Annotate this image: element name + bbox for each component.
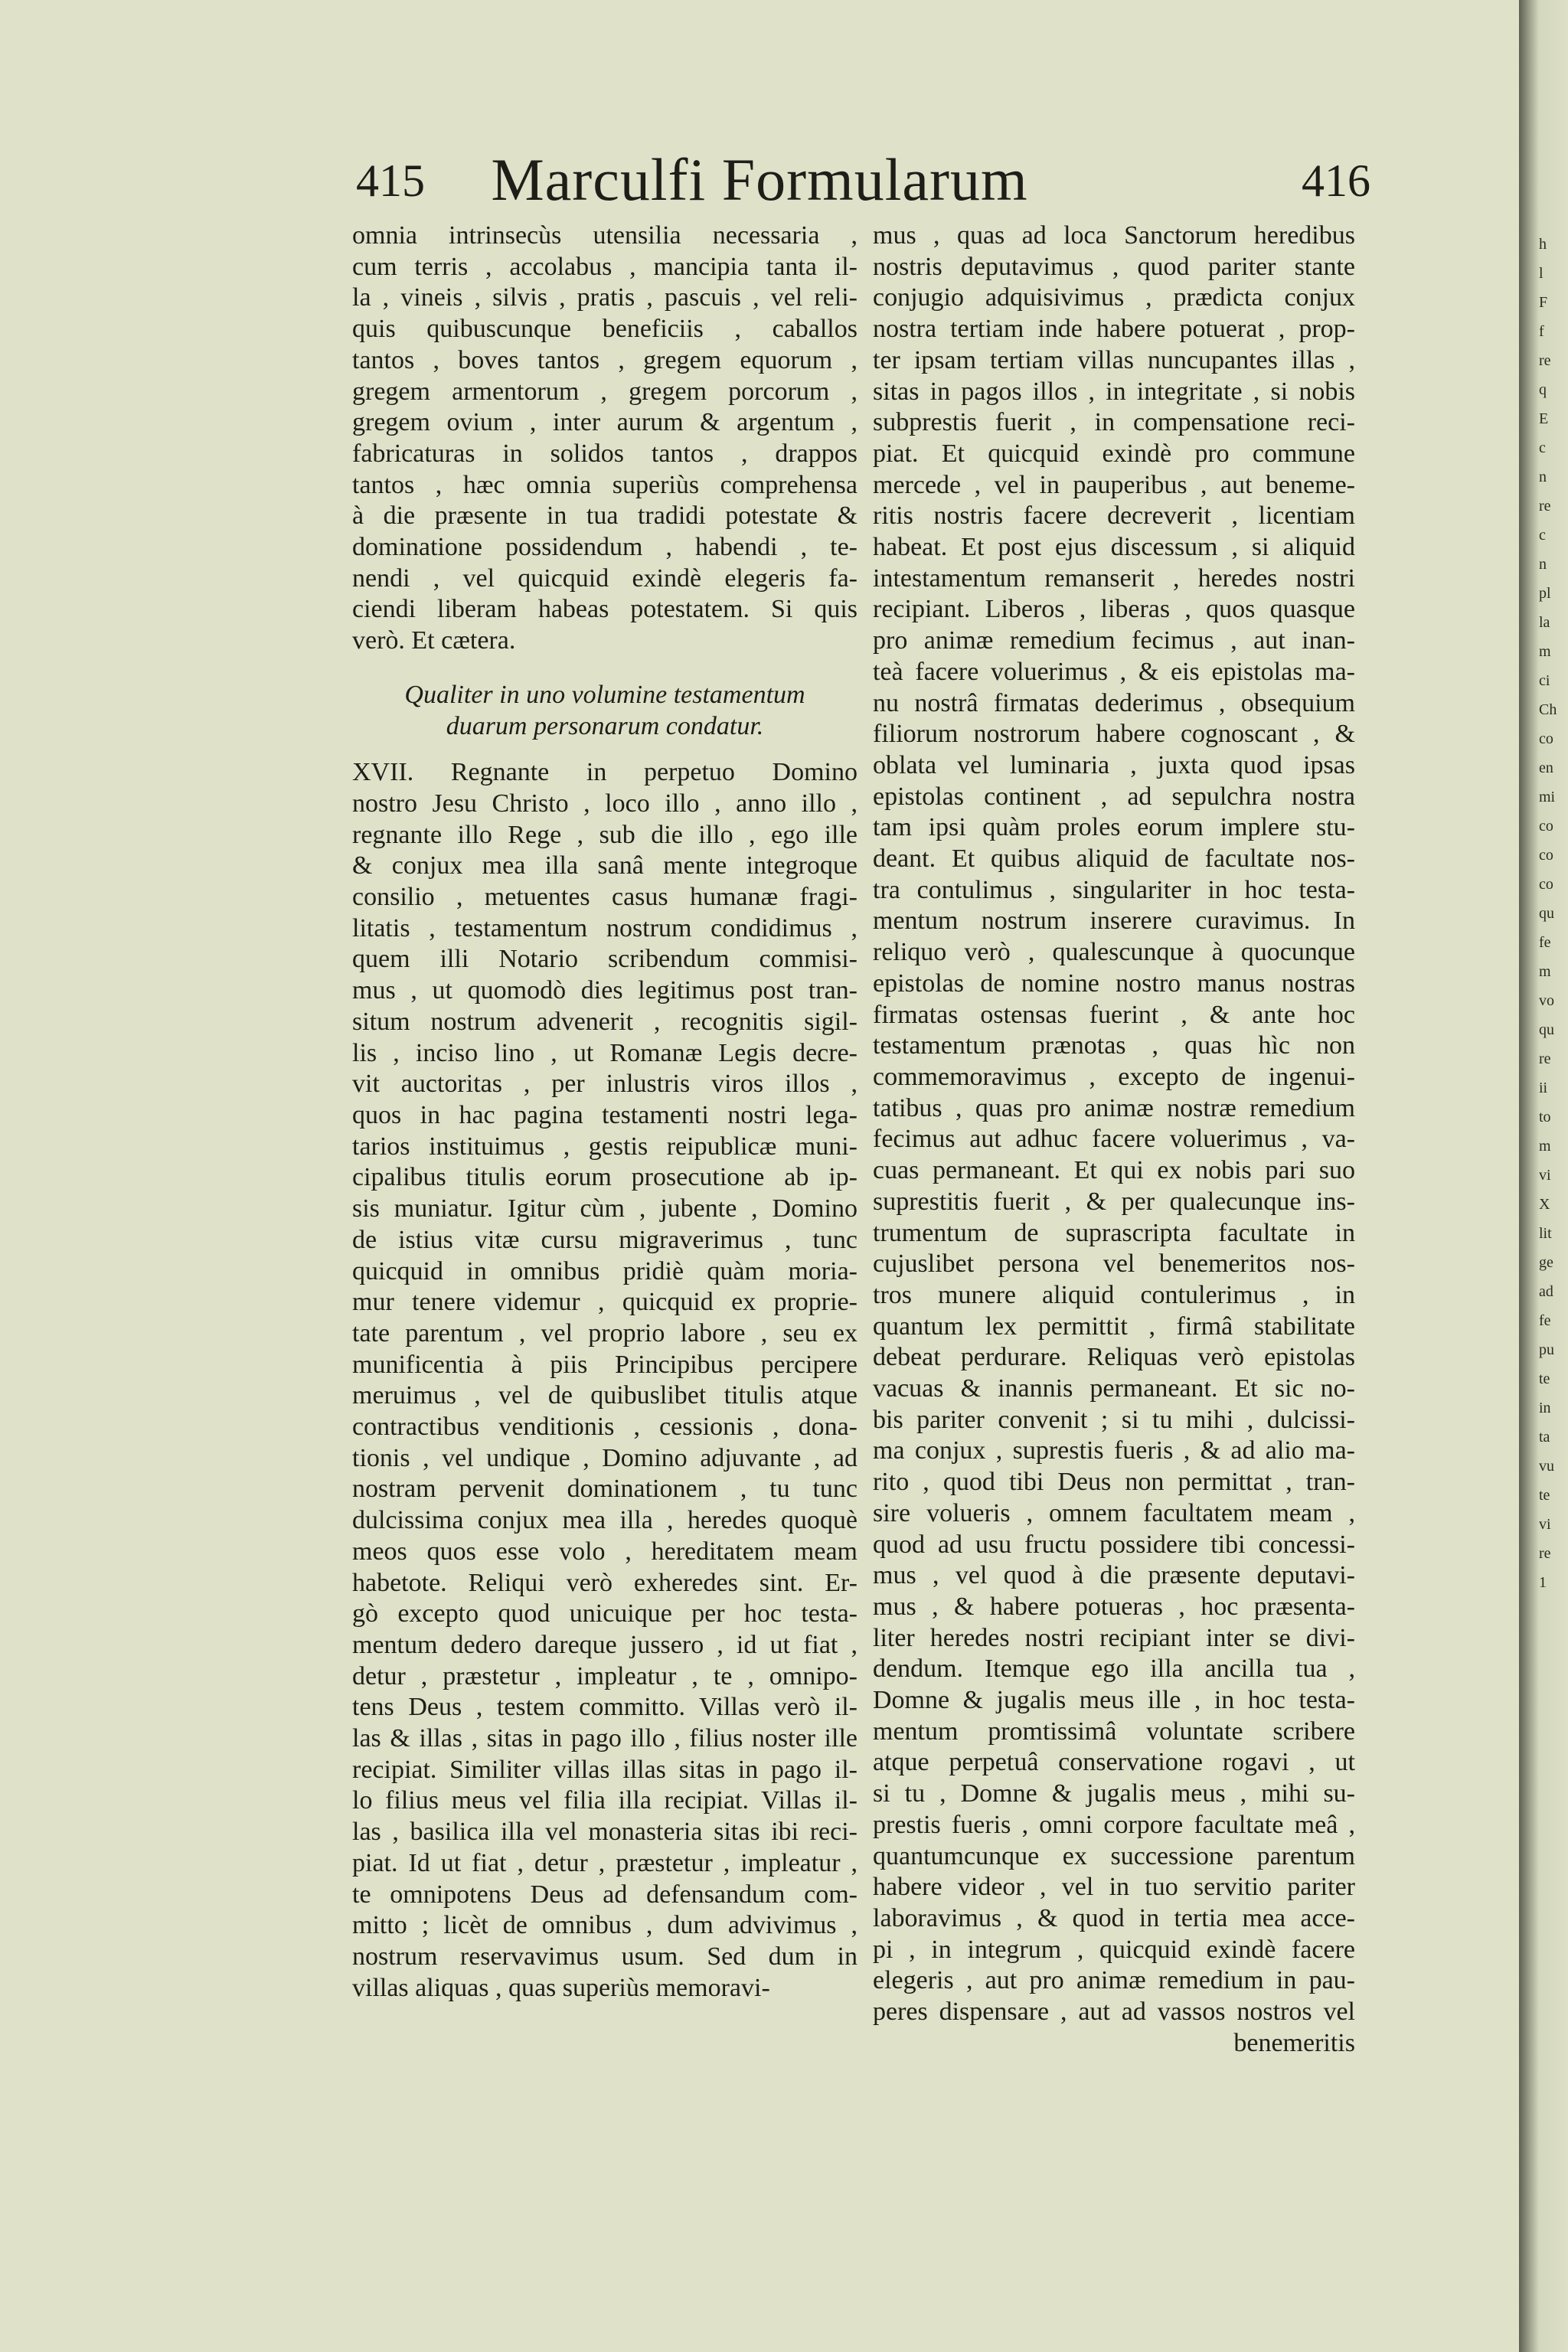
text-line: epistolas continent , ad sepulchra nostra <box>873 782 1355 811</box>
text-line: regnante illo Rege , sub die illo , ego ille <box>352 820 858 849</box>
text-line: piat. Id ut fiat , detur , præstetur , impleatur , <box>352 1848 858 1877</box>
facing-page-fragment: m <box>1539 1138 1551 1155</box>
text-line: mus , & habere potueras , hoc præsenta- <box>873 1592 1355 1621</box>
text-line: prestis fueris , omni corpore facultate meâ , <box>873 1810 1355 1839</box>
text-line: mentum promtissimâ voluntate scribere <box>873 1717 1355 1746</box>
text-line: ritis nostris facere decreverit , licentiam <box>873 501 1355 531</box>
text-line: tam ipsi quàm proles eorum implere stu- <box>873 813 1355 842</box>
text-line: & conjux mea illa sanâ mente integroque <box>352 851 858 880</box>
text-line: si tu , Domne & jugalis meus , mihi su- <box>873 1779 1355 1808</box>
text-line: quos in hac pagina testamenti nostri lega- <box>352 1100 858 1129</box>
text-line: quantumcunque ex successione parentum <box>873 1841 1355 1870</box>
facing-page-fragment: vi <box>1539 1516 1551 1533</box>
text-line: habetote. Reliqui verò exheredes sint. Er- <box>352 1568 858 1597</box>
text-line: commemoravimus , excepto de ingenui- <box>873 1062 1355 1091</box>
text-line: rito , quod tibi Deus non permittat , tran- <box>873 1468 1355 1497</box>
facing-page-fragment: co <box>1539 876 1553 893</box>
text-line: gò excepto quod unicuique per hoc testa- <box>352 1599 858 1628</box>
text-line: verò. Et cætera. <box>352 626 516 655</box>
text-line: quod ad usu fructu possidere tibi concessi- <box>873 1530 1355 1559</box>
text-line: cum terris , accolabus , mancipia tanta il- <box>352 252 858 281</box>
paragraph-gap <box>352 742 858 757</box>
facing-page-fragment: te <box>1539 1487 1550 1504</box>
text-line: tantos , boves tantos , gregem equorum , <box>352 345 858 374</box>
page-number-left: 415 <box>356 155 425 206</box>
text-line: mus , ut quomodò dies legitimus post tran- <box>352 976 858 1005</box>
text-line: à die præsente in tua tradidi potestate & <box>352 501 858 531</box>
facing-page-fragment: la <box>1539 614 1550 631</box>
text-line: situm nostrum advenerit , recognitis sigil- <box>352 1007 858 1036</box>
facing-page-fragment: m <box>1539 963 1551 980</box>
facing-page-fragment: l <box>1539 265 1544 282</box>
text-line: tate parentum , vel proprio labore , seu ex <box>352 1318 858 1348</box>
text-line: sis muniatur. Igitur cùm , jubente , Domino <box>352 1194 858 1223</box>
text-line: recipiat. Similiter villas illas sitas in pago il- <box>352 1755 858 1784</box>
text-line: te omnipotens Deus ad defensandum com- <box>352 1880 858 1909</box>
text-line: reliquo verò , qualescunque à quocunque <box>873 938 1355 967</box>
facing-page-fragment: qu <box>1539 905 1554 922</box>
facing-page-fragment: ge <box>1539 1254 1553 1271</box>
right-column <box>873 220 1355 2059</box>
running-title: Marculfi Formularum <box>491 146 1028 213</box>
text-line: nu nostrâ firmatas dederimus , obsequium <box>873 688 1355 717</box>
text-line: tros munere aliquid contulerimus , in <box>873 1280 1355 1309</box>
text-line: contractibus venditionis , cessionis , dona- <box>352 1413 858 1442</box>
text-line: fecimus aut adhuc facere voluerimus , va- <box>873 1125 1355 1154</box>
text-line: mus , vel quod à die præsente deputavi- <box>873 1561 1355 1590</box>
text-line: piat. Et quicquid exindè pro commune <box>873 439 1355 468</box>
text-line: recipiant. Liberos , liberas , quos quasque <box>873 595 1355 624</box>
facing-page-fragment: ii <box>1539 1080 1548 1096</box>
running-header <box>0 145 1519 230</box>
text-line: la , vineis , silvis , pratis , pascuis , vel reli- <box>352 283 858 312</box>
text-line: tens Deus , testem committo. Villas verò il- <box>352 1693 858 1722</box>
text-line: mercede , vel in pauperibus , aut beneme- <box>873 470 1355 499</box>
text-line: detur , præstetur , impleatur , te , omnipo- <box>352 1661 858 1690</box>
text-line: debeat perdurare. Reliquas verò epistolas <box>873 1343 1355 1372</box>
facing-page-fragment: f <box>1539 323 1544 340</box>
facing-page-fragment: h <box>1539 236 1547 253</box>
text-line: laboravimus , & quod in tertia mea acce- <box>873 1903 1355 1932</box>
text-line: quantum lex permittit , firmâ stabilitate <box>873 1312 1355 1341</box>
facing-page-fragment: re <box>1539 498 1551 514</box>
text-line: elegeris , aut pro animæ remedium in pau- <box>873 1966 1355 1995</box>
text-line: mur tenere videmur , quicquid ex proprie- <box>352 1288 858 1317</box>
text-line: nostrum reservavimus usum. Sed dum in <box>352 1942 858 1971</box>
facing-page-fragment: en <box>1539 760 1553 776</box>
text-line: tra contulimus , singulariter in hoc testa- <box>873 875 1355 904</box>
left-column <box>352 220 858 2004</box>
facing-page-fragment: re <box>1539 1050 1551 1067</box>
facing-page-fragment: vu <box>1539 1458 1554 1475</box>
text-line: cujuslibet persona vel benemeritos nos- <box>873 1250 1355 1279</box>
text-line: consilio , metuentes casus humanæ fragi- <box>352 883 858 912</box>
facing-page-fragment: c <box>1539 527 1546 544</box>
page-number-right: 416 <box>1302 155 1370 206</box>
facing-page-fragment: vo <box>1539 992 1554 1009</box>
text-line: tatibus , quas pro animæ nostræ remedium <box>873 1093 1355 1122</box>
text-line: las & illas , sitas in pago illo , filius noster ille <box>352 1724 858 1753</box>
text-line: intestamentum remanserit , heredes nostri <box>873 564 1355 593</box>
text-line: XVII. Regnante in perpetuo Domino <box>352 758 858 787</box>
text-line: dominatione possidendum , habendi , te- <box>352 533 858 562</box>
text-line: habere videor , vel in tuo servitio pariter <box>873 1873 1355 1902</box>
facing-page-fragment: ad <box>1539 1283 1553 1300</box>
facing-page-fragment: fe <box>1539 1312 1551 1329</box>
text-line: nostris deputavimus , quod pariter stante <box>873 252 1355 281</box>
facing-page-fragment: X <box>1539 1196 1550 1213</box>
text-line: atque perpetuâ conservatione rogavi , ut <box>873 1748 1355 1777</box>
facing-page-text-fragments <box>1539 230 1568 1597</box>
text-line: oblata vel luminaria , juxta quod ipsas <box>873 750 1355 779</box>
text-line: nostram pervenit dominationem , tu tunc <box>352 1475 858 1504</box>
facing-page-fragment: m <box>1539 643 1551 660</box>
text-line: tantos , hæc omnia superiùs comprehensa <box>352 470 858 499</box>
text-line: ma conjux , suprestis fueris , & ad alio ma- <box>873 1436 1355 1465</box>
text-line: Domne & jugalis meus ille , in hoc testa- <box>873 1686 1355 1715</box>
text-line: tarios instituimus , gestis reipublicæ muni- <box>352 1132 858 1161</box>
text-line: ciendi liberam habeas potestatem. Si quis <box>352 595 858 624</box>
facing-page-fragment: n <box>1539 469 1547 485</box>
text-line: teà facere voluerimus , & eis epistolas ma- <box>873 657 1355 686</box>
text-line: suprestitis fuerit , & per qualecunque ins- <box>873 1187 1355 1216</box>
facing-page-fragment: q <box>1539 381 1547 398</box>
text-line: nostra tertiam inde habere potuerat , prop- <box>873 315 1355 344</box>
text-line: ter ipsam tertiam villas nuncupantes illas , <box>873 345 1355 374</box>
text-line: pro animæ remedium fecimus , aut inan- <box>873 626 1355 655</box>
text-line: tionis , vel undique , Domino adjuvante , ad <box>352 1443 858 1472</box>
text-line: munificentia à piis Principibus percipere <box>352 1350 858 1379</box>
facing-page-fragment: Ch <box>1539 701 1557 718</box>
text-line: cipalibus titulis eorum prosecutione ab ip- <box>352 1163 858 1192</box>
facing-page-fragment: ci <box>1539 672 1550 689</box>
text-line: sire volueris , omnem facultatem meam , <box>873 1498 1355 1527</box>
text-line: liter heredes nostri recipiant inter se divi- <box>873 1623 1355 1652</box>
text-line: habeat. Et post ejus discessum , si aliquid <box>873 533 1355 562</box>
text-line: mentum dedero dareque jussero , id ut fiat , <box>352 1630 858 1659</box>
text-line: meos quos esse volo , hereditatem meam <box>352 1537 858 1566</box>
text-line: cuas permaneant. Et qui ex nobis pari suo <box>873 1156 1355 1185</box>
facing-page-fragment: re <box>1539 352 1551 369</box>
text-line: dendum. Itemque ego illa ancilla tua , <box>873 1655 1355 1684</box>
text-line: mitto ; licèt de omnibus , dum advivimus , <box>352 1911 858 1940</box>
text-line: mentum nostrum inserere curavimus. In <box>873 906 1355 936</box>
facing-page-fragment: to <box>1539 1109 1551 1125</box>
text-line: firmatas ostensas fuerint , & ante hoc <box>873 1000 1355 1029</box>
text-line: quis quibuscunque beneficiis , caballos <box>352 315 858 344</box>
facing-page-fragment: qu <box>1539 1021 1554 1038</box>
facing-page-fragment: mi <box>1539 789 1556 805</box>
text-line: sitas in pagos illos , in integritate , si nobis <box>873 377 1355 406</box>
text-line: gregem armentorum , gregem porcorum , <box>352 377 858 406</box>
text-line: villas aliquas , quas superiùs memoravi- <box>352 1973 770 2002</box>
facing-page-fragment: pu <box>1539 1341 1554 1358</box>
text-line: deant. Et quibus aliquid de facultate nos- <box>873 844 1355 874</box>
text-line: quicquid in omnibus pridiè quàm moria- <box>352 1256 858 1285</box>
facing-page-fragment: co <box>1539 730 1553 747</box>
text-line: gregem ovium , inter aurum & argentum , <box>352 408 858 437</box>
facing-page-fragment: fe <box>1539 934 1551 951</box>
facing-page-fragment: E <box>1539 410 1549 427</box>
text-line: subprestis fuerit , in compensatione reci- <box>873 408 1355 437</box>
section-heading-line: duarum personarum condatur. <box>446 711 764 740</box>
facing-page-fragment: ta <box>1539 1429 1550 1446</box>
text-line: lo filius meus vel filia illa recipiat. Villas il- <box>352 1786 858 1815</box>
text-line: trumentum de suprascripta facultate in <box>873 1218 1355 1247</box>
paragraph-gap <box>352 657 858 680</box>
text-line: conjugio adquisivimus , prædicta conjux <box>873 283 1355 312</box>
text-line: filiorum nostrorum habere cognoscant , & <box>873 720 1355 749</box>
text-line: litatis , testamentum nostrum condidimus , <box>352 913 858 942</box>
text-line: pi , in integrum , quicquid exindè facere <box>873 1935 1355 1964</box>
text-line: las , basilica illa vel monasteria sitas ibi reci- <box>352 1818 858 1847</box>
facing-page-fragment: 1 <box>1539 1574 1547 1591</box>
text-line: vit auctoritas , per inlustris viros illos , <box>352 1070 858 1099</box>
text-line: meruimus , vel de quibuslibet titulis atque <box>352 1381 858 1410</box>
facing-page-fragment: te <box>1539 1370 1550 1387</box>
text-line: nostro Jesu Christo , loco illo , anno illo , <box>352 789 858 818</box>
text-line: testamentum prænotas , quas hìc non <box>873 1031 1355 1060</box>
text-line: peres dispensare , aut ad vassos nostros vel <box>873 1998 1355 2027</box>
text-line: bis pariter convenit ; si tu mihi , dulcissi- <box>873 1405 1355 1434</box>
facing-page-fragment: n <box>1539 556 1547 573</box>
text-line: nendi , vel quicquid exindè elegeris fa- <box>352 564 858 593</box>
facing-page-edge <box>1519 0 1568 2352</box>
facing-page-fragment: co <box>1539 847 1553 864</box>
text-line: epistolas de nomine nostro manus nostras <box>873 969 1355 998</box>
text-line: lis , inciso lino , ut Romanæ Legis decre- <box>352 1038 858 1067</box>
catchword: benemeritis <box>1233 2028 1355 2057</box>
facing-page-fragment: c <box>1539 439 1546 456</box>
section-heading-line: Qualiter in uno volumine testamentum <box>404 680 805 709</box>
text-line: dulcissima conjux mea illa , heredes quoquè <box>352 1506 858 1535</box>
text-line: quem illi Notario scribendum commisi- <box>352 945 858 974</box>
text-line: fabricaturas in solidos tantos , drappos <box>352 439 858 468</box>
facing-page-fragment: pl <box>1539 585 1551 602</box>
facing-page-fragment: F <box>1539 294 1548 311</box>
facing-page-fragment: vi <box>1539 1167 1551 1184</box>
text-line: mus , quas ad loca Sanctorum heredibus <box>873 221 1355 250</box>
facing-page-fragment: lit <box>1539 1225 1552 1242</box>
facing-page-fragment: in <box>1539 1400 1551 1416</box>
facing-page-fragment: re <box>1539 1545 1551 1562</box>
text-line: vacuas & inannis permaneant. Et sic no- <box>873 1374 1355 1403</box>
text-line: omnia intrinsecùs utensilia necessaria , <box>352 221 858 250</box>
facing-page-fragment: co <box>1539 818 1553 835</box>
text-line: de istius vitæ cursu migraverimus , tunc <box>352 1225 858 1254</box>
